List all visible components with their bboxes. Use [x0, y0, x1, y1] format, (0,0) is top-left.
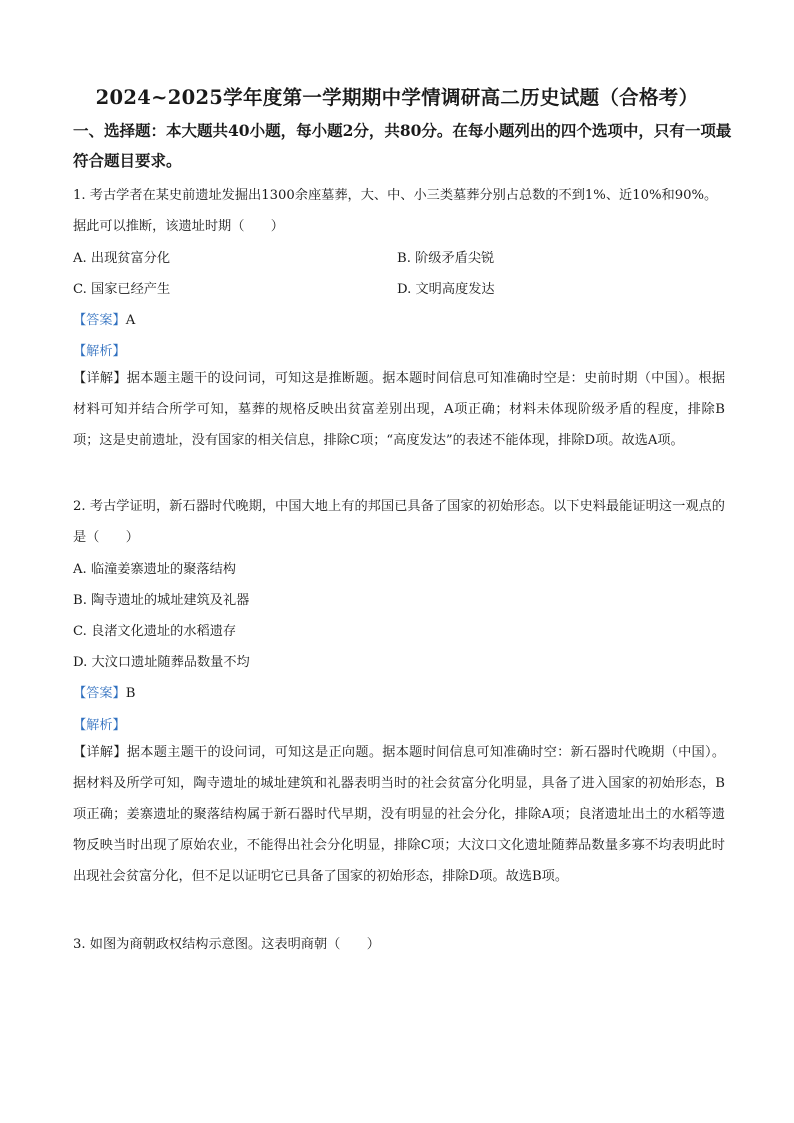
q1-stem-line1: 1. 考古学者在某史前遗址发掘出1300余座墓葬，大、中、小三类墓葬分别占总数的不到1%、近10%和90%。: [73, 188, 718, 203]
q1-answer: [73, 309, 135, 328]
q2-stem: 2. 考古学证明，新石器时代晚期，中国大地上有的邦国已具备了国家的初始形态。以下史料最能证明这一观点的是（ ）: [73, 499, 725, 545]
detail-tag: 【详解】: [73, 371, 127, 386]
detail-tag: 【详解】: [73, 745, 127, 760]
q2-option-c: C. 良渚文化遗址的水稻遗存: [73, 624, 237, 639]
q2-answer: [73, 682, 135, 701]
analysis-tag: 【解析】: [73, 718, 126, 733]
analysis-tag: 【解析】: [73, 344, 126, 359]
q3-stem: 3. 如图为商朝政权结构示意图。这表明商朝（ ）: [73, 937, 380, 952]
exam-title: 2024~2025学年度第一学期期中学情调研高二历史试题（合格考）: [95, 86, 699, 109]
q2-detail: [73, 737, 725, 892]
q1-option-a: A. 出现贫富分化: [73, 251, 171, 266]
q2-detail-text: 据本题主题干的设问词，可知这是正向题。据本题时间信息可知准确时空：新石器时代晚期（中国）。据材料及所学可知，陶寺遗址的城址建筑和礼器表明当时的社会贫富分化明显，具备了进入国家的初始形态，B项正确；姜寨遗址的聚落结构属于新石器时代早期，没有明显的社会分化，排除A项；良渚遗址出土的水稻等遗物反映当时出现了原始农业，不能得出社会分化明显，排除C项；大汶口文化遗址随葬品数量多寡不均表明此时出现社会贫富分化，但不足以证明它已具备了国家的初始形态，排除D项。故选B项。: [73, 745, 726, 884]
q1-detail: [73, 363, 725, 456]
q2-answer-value: B: [125, 686, 136, 701]
answer-tag: 【答案】: [73, 686, 126, 701]
q2-option-d: D. 大汶口遗址随葬品数量不均: [73, 655, 250, 670]
q1-answer-value: A: [125, 313, 136, 328]
q1-analysis: [73, 340, 126, 359]
q1-stem-line2: 据此可以推断，该遗址时期（ ）: [73, 219, 284, 234]
q1-option-c: C. 国家已经产生: [73, 282, 171, 297]
q2-analysis: [73, 714, 126, 733]
q1-option-b: B. 阶级矛盾尖锐: [397, 251, 495, 266]
section-heading: 一、选择题：本大题共40小题，每小题2分，共80分。在每小题列出的四个选项中，只有一项最符合题目要求。: [73, 121, 732, 170]
q2-option-a: A. 临潼姜寨遗址的聚落结构: [73, 562, 236, 577]
q1-detail-text: 据本题主题干的设问词，可知这是推断题。据本题时间信息可知准确时空是：史前时期（中国）。根据材料可知并结合所学可知，墓葬的规格反映出贫富差别出现，A项正确；材料未体现阶级矛盾的程度，排除B项；这是史前遗址，没有国家的相关信息，排除C项；“高度发达”的表述不能体现，排除D项。故选A项。: [73, 371, 726, 448]
q2-option-b: B. 陶寺遗址的城址建筑及礼器: [73, 593, 250, 608]
q1-option-d: D. 文明高度发达: [397, 282, 495, 297]
answer-tag: 【答案】: [73, 313, 126, 328]
